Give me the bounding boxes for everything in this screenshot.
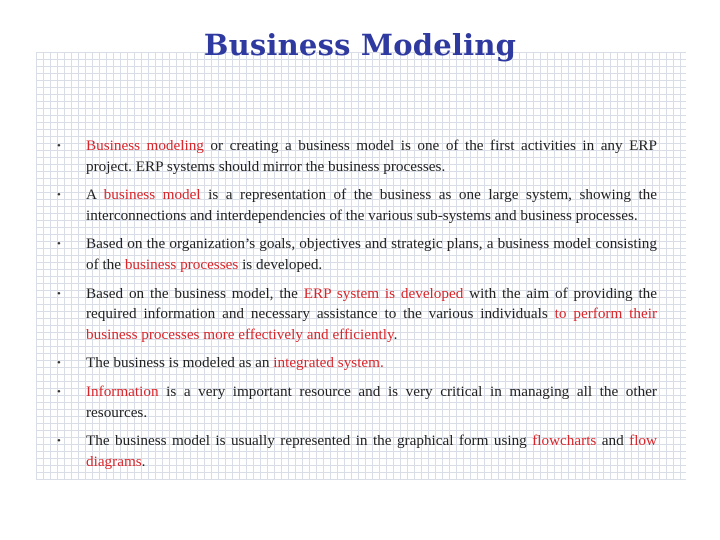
bullet-item [57,185,657,226]
bullet-icon: • [57,385,61,398]
highlighted-text: Business modeling [86,137,204,154]
bullet-item [57,284,657,346]
bullet-text: is developed. [238,255,323,273]
bullet-text: is a very important resource and is very critical in managing all the other resources. [86,382,657,421]
bullet-text: A [86,186,104,204]
highlighted-text: to perform their business processes more effectively and efficiently [86,305,658,343]
bullet-text: Based on the business model, the [86,284,304,302]
bullet-item [57,136,657,177]
highlighted-text: Information [86,382,159,400]
bullet-text: is a representation of the business as one large system, showing the interconnections and interdependencies of the various sub-systems and business processes. [86,186,657,224]
bullet-list [57,136,657,480]
bullet-text: or creating a business model is one of the first activities in any ERP project. ERP systems should mirror the business processes. [86,137,657,175]
bullet-icon: • [57,287,61,300]
bullet-text: Based on the organization’s goals, objectives and strategic plans, a business model consisting of the [86,235,657,273]
bullet-text: . [141,452,146,470]
bullet-text: and [596,432,630,450]
highlighted-text: flowcharts [532,432,597,450]
bullet-item [57,353,657,374]
bullet-icon: • [57,357,61,370]
bullet-item [57,431,657,472]
bullet-icon: • [57,435,61,448]
bullet-item [57,234,657,275]
bullet-text: The business is modeled as an [86,354,274,372]
bullet-text: with the aim of providing the required information and necessary assistance to the various individuals [86,284,657,323]
bullet-text: The business model is usually represented in the graphical form using [86,432,533,450]
highlighted-text: business processes [124,255,239,273]
bullet-text: . [393,325,398,343]
bullet-item [57,382,657,423]
bullet-icon: • [57,140,61,152]
bullet-icon: • [57,189,61,202]
highlighted-text: business model [103,186,201,204]
highlighted-text: flow diagrams [86,432,657,470]
highlighted-text: ERP system is developed [303,284,464,302]
bullet-icon: • [57,238,61,251]
slide-title: Business Modeling [203,28,517,62]
highlighted-text: integrated system. [273,354,384,372]
